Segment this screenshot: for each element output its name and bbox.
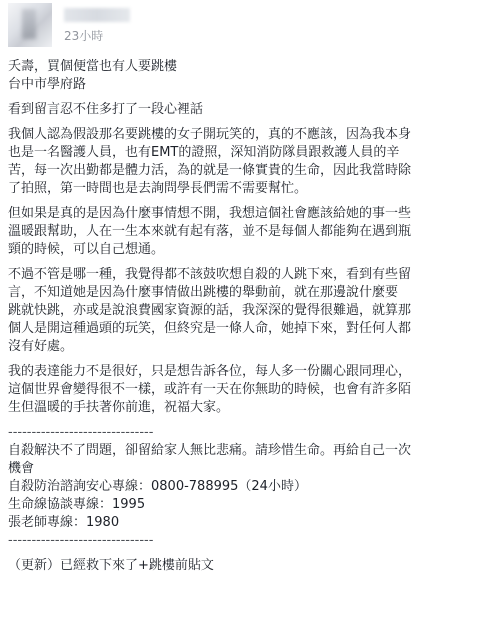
avatar[interactable] xyxy=(8,3,52,47)
hotline-section xyxy=(8,442,486,532)
hotline-line: 張老師專線：1980 xyxy=(8,515,120,530)
text-line: 溫暖跟幫助，人在一生本來就有起有落，並不是每個人都能夠在遇到瓶 xyxy=(8,224,412,239)
paragraph-1 xyxy=(8,126,486,198)
text-line: 言，不知道她是因為什麼事情做出跳樓的舉動前，就在那邊說什麼要 xyxy=(8,285,399,300)
avatar-figure xyxy=(22,9,36,39)
paragraph-4 xyxy=(8,363,486,417)
hotline-line: 生命線協談專線：1995 xyxy=(8,497,146,512)
post-header xyxy=(8,3,488,49)
post-location-line: 台中市學府路 xyxy=(8,77,87,92)
post-timestamp[interactable]: 23小時 xyxy=(64,29,104,43)
text-line: 但如果是真的是因為什麼事情想不開，我想這個社會應該給她的事一些 xyxy=(8,206,412,221)
text-line: 頸的時候，可以自己想通。 xyxy=(8,242,165,257)
post-intro-line: 看到留言忍不住多打了一段心裡話 xyxy=(8,102,204,117)
text-line: 生但溫暖的手扶著你前進，祝福大家。 xyxy=(8,400,230,415)
text-line: 這個世界會變得很不一樣，或許有一天在你無助的時候，也會有許多陌 xyxy=(8,382,412,397)
author-name-redacted[interactable] xyxy=(64,8,130,22)
text-line: 機會 xyxy=(8,461,35,476)
paragraph-3 xyxy=(8,266,486,356)
text-line: 個人是開這種過頭的玩笑，但終究是一條人命，她掉下來，對任何人都 xyxy=(8,321,412,336)
update-line: （更新）已經救下來了+跳樓前貼文 xyxy=(8,558,214,573)
text-line: 了拍照，第一時間也是去詢問學長們需不需要幫忙。 xyxy=(8,181,308,196)
post-title-line: 夭壽，買個便當也有人要跳樓 xyxy=(8,59,178,74)
separator-line: ------------------------------- xyxy=(8,533,154,548)
paragraph-2 xyxy=(8,205,486,259)
text-line: 我個人認為假設那名要跳樓的女子開玩笑的，真的不應該，因為我本身 xyxy=(8,127,412,142)
text-line: 沒有好處。 xyxy=(8,339,74,354)
separator-line: ------------------------------- xyxy=(8,425,154,440)
text-line: 我的表達能力不是很好，只是想告訴各位，每人多一份關心跟同理心， xyxy=(8,364,412,379)
text-line: 自殺解決不了問題，卻留給家人無比悲痛。請珍惜生命。再給自己一次 xyxy=(8,443,412,458)
text-line: 跳就快跳，亦或是說浪費國家資源的話，我深深的覺得很難過，就算那 xyxy=(8,303,412,318)
post-body xyxy=(8,58,486,575)
text-line: 也是一名醫護人員，也有EMT的證照，深知消防隊員跟救護人員的辛 xyxy=(8,145,400,160)
text-line: 不過不管是哪一種，我覺得都不該鼓吹想自殺的人跳下來，看到有些留 xyxy=(8,267,412,282)
text-line: 苦，每一次出勤都是體力活，為的就是一條實貴的生命，因此我當時除 xyxy=(8,163,412,178)
hotline-line: 自殺防治諮詢安心專線：0800-788995（24小時） xyxy=(8,479,307,494)
